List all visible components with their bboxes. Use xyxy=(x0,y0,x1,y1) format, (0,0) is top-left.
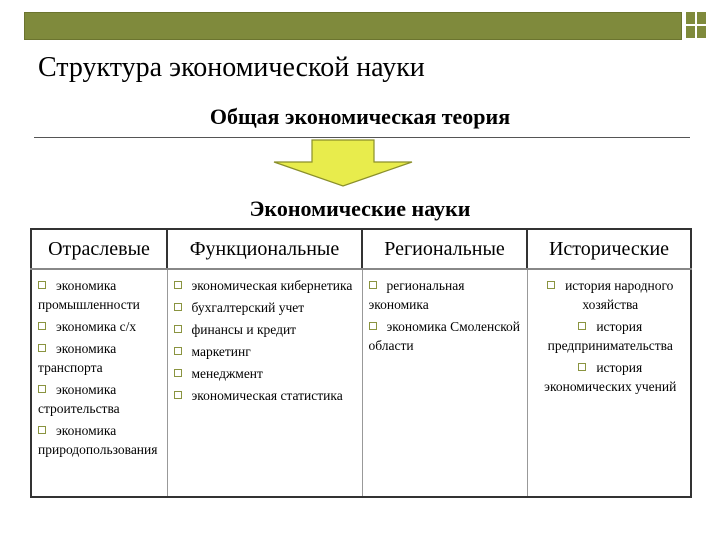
list-item: история народного хозяйства xyxy=(534,276,688,314)
list-item: региональная экономика xyxy=(368,278,465,312)
header-functional: Функциональные xyxy=(167,229,362,269)
square-bullet-icon xyxy=(174,391,182,399)
top-decorative-bar xyxy=(24,12,682,40)
square-bullet-icon xyxy=(38,281,46,289)
square-bullet-icon xyxy=(369,281,377,289)
list-item: экономика транспорта xyxy=(38,341,117,375)
sciences-table xyxy=(30,228,692,498)
general-theory-heading: Общая экономическая теория xyxy=(209,104,511,129)
square-bullet-icon xyxy=(38,426,46,434)
corner-decoration xyxy=(686,12,708,40)
table-header-row xyxy=(31,229,691,269)
header-sectoral: Отраслевые xyxy=(31,229,167,269)
header-historical: Исторические xyxy=(527,229,691,269)
square-bullet-icon xyxy=(38,322,46,330)
square-bullet-icon xyxy=(174,369,182,377)
table-row xyxy=(31,269,691,497)
list-item: экономика Смоленской области xyxy=(368,319,521,353)
square-bullet-icon xyxy=(174,347,182,355)
square-bullet-icon xyxy=(38,385,46,393)
column-functional xyxy=(167,269,362,497)
list-item: экономическая кибернетика xyxy=(174,276,359,295)
list-item: экономическая статистика xyxy=(174,386,359,405)
list-item: маркетинг xyxy=(174,342,359,361)
square-bullet-icon xyxy=(369,322,377,330)
list-item: экономика строительства xyxy=(38,382,120,416)
down-arrow-icon xyxy=(268,138,418,188)
list-item: экономика с/х xyxy=(38,317,164,336)
square-bullet-icon xyxy=(38,344,46,352)
slide-title: Структура экономической науки xyxy=(38,52,425,83)
list-item: финансы и кредит xyxy=(174,320,359,339)
list-item: история экономических учений xyxy=(544,360,677,394)
square-bullet-icon xyxy=(174,281,182,289)
square-bullet-icon xyxy=(547,281,555,289)
list-item: экономика промышленности xyxy=(38,278,140,312)
column-regional xyxy=(362,269,527,497)
economic-sciences-heading: Экономические науки xyxy=(249,196,471,221)
list-item: экономика природопользования xyxy=(38,423,158,457)
column-sectoral xyxy=(31,269,167,497)
list-item: история предпринимательства xyxy=(547,319,673,353)
list-item: бухгалтерский учет xyxy=(174,298,359,317)
list-item: менеджмент xyxy=(174,364,359,383)
header-regional: Региональные xyxy=(362,229,527,269)
square-bullet-icon xyxy=(578,322,586,330)
square-bullet-icon xyxy=(174,303,182,311)
square-bullet-icon xyxy=(578,363,586,371)
square-bullet-icon xyxy=(174,325,182,333)
column-historical xyxy=(527,269,691,497)
